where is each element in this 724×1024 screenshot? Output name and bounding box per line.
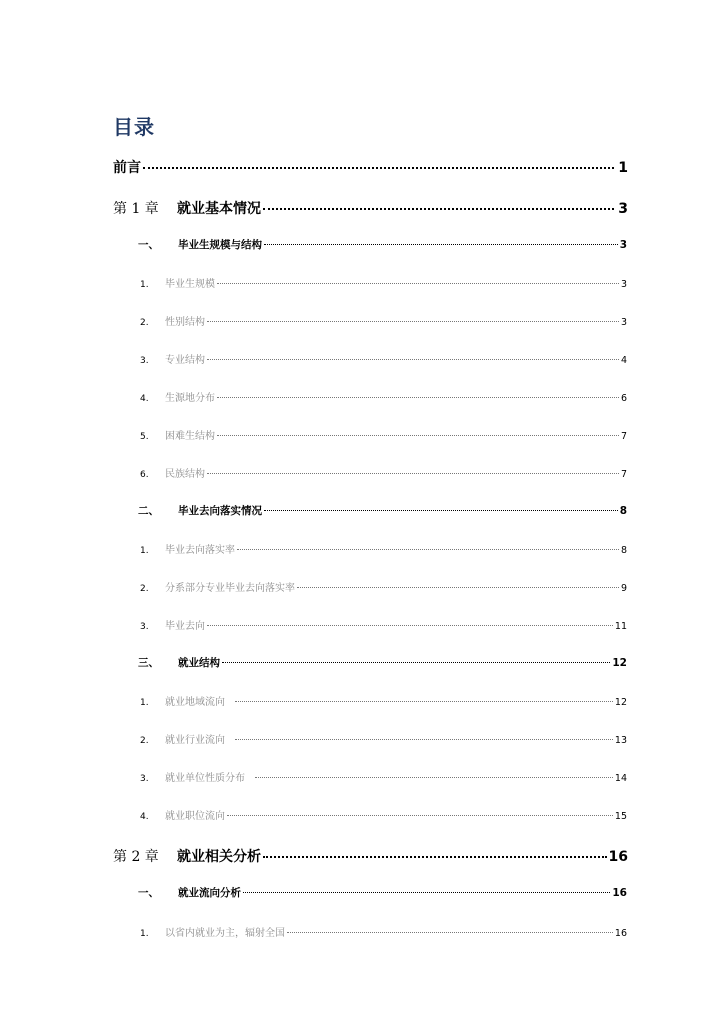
toc-entry-section[interactable]	[0, 655, 724, 670]
toc-entry-number: 1.	[140, 546, 149, 556]
toc-entry-label: 毕业去向落实情况	[178, 505, 262, 517]
toc-page-number: 8	[619, 505, 627, 517]
toc-page-number: 3	[619, 239, 627, 251]
toc-entry-number: 一、	[138, 887, 159, 899]
toc-page-number: 8	[620, 545, 627, 556]
toc-page-number: 1	[618, 160, 628, 176]
toc-page-number: 7	[620, 469, 627, 480]
toc-entry-label: 毕业去向	[165, 621, 205, 632]
toc-leader	[263, 856, 607, 858]
toc-page-number: 11	[614, 621, 627, 632]
toc-entry-number: 二、	[138, 505, 159, 517]
toc-leader	[243, 892, 610, 893]
toc-entry-number: 1.	[140, 698, 149, 708]
toc-entry-label: 困难生结构	[165, 431, 215, 442]
toc-entry-number: 1.	[140, 280, 149, 290]
toc-leader	[143, 167, 614, 169]
toc-entry-preface[interactable]	[0, 157, 724, 177]
toc-entry-subsection[interactable]	[0, 731, 724, 746]
toc-entry-label: 就业流向分析	[178, 887, 241, 899]
toc-entry-number: 第 2 章	[113, 849, 159, 865]
toc-entry-subsection[interactable]	[0, 351, 724, 366]
toc-entry-number: 4.	[140, 394, 149, 404]
toc-page-number: 4	[620, 355, 627, 366]
toc-entry-number: 3.	[140, 356, 149, 366]
toc-leader	[235, 701, 613, 702]
toc-entry-number: 2.	[140, 584, 149, 594]
toc-entry-subsection[interactable]	[0, 465, 724, 480]
toc-entry-subsection[interactable]	[0, 427, 724, 442]
toc-entry-subsection[interactable]	[0, 807, 724, 822]
toc-entry-section[interactable]	[0, 503, 724, 518]
toc-leader	[207, 625, 613, 626]
toc-entry-label: 毕业去向落实率	[165, 545, 235, 556]
toc-leader	[207, 473, 619, 474]
page-title: 目录	[113, 115, 155, 139]
toc-leader	[222, 662, 610, 663]
toc-page-number: 3	[620, 279, 627, 290]
toc-entry-label: 性别结构	[165, 317, 205, 328]
toc-page-number: 12	[612, 657, 627, 669]
toc-entry-label: 就业行业流向	[165, 735, 225, 746]
toc-page-number: 15	[614, 811, 627, 822]
toc-entry-chapter-1[interactable]	[0, 198, 724, 218]
toc-entry-label: 就业地域流向	[165, 697, 225, 708]
toc-entry-subsection[interactable]	[0, 579, 724, 594]
toc-entry-label: 前言	[113, 160, 141, 176]
toc-entry-label: 分系部分专业毕业去向落实率	[165, 583, 295, 594]
toc-entry-subsection[interactable]	[0, 769, 724, 784]
toc-page-number: 3	[618, 201, 628, 217]
toc-entry-label: 民族结构	[165, 469, 205, 480]
toc-page-number: 16	[612, 887, 627, 899]
toc-entry-section[interactable]	[0, 885, 724, 900]
toc-entry-label: 就业结构	[178, 657, 220, 669]
toc-leader	[264, 510, 618, 511]
toc-entry-subsection[interactable]	[0, 313, 724, 328]
toc-leader	[263, 208, 614, 210]
toc-leader	[207, 321, 619, 322]
toc-leader	[255, 777, 613, 778]
toc-entry-label: 专业结构	[165, 355, 205, 366]
toc-page-number: 14	[614, 773, 627, 784]
toc-page-number: 16	[608, 849, 628, 865]
toc-page-number: 6	[620, 393, 627, 404]
toc-entry-label: 毕业生规模	[165, 279, 215, 290]
toc-entry-number: 2.	[140, 736, 149, 746]
toc-entry-number: 3.	[140, 622, 149, 632]
toc-entry-label: 就业基本情况	[177, 201, 261, 217]
toc-entry-number: 3.	[140, 774, 149, 784]
toc-entry-number: 2.	[140, 318, 149, 328]
toc-leader	[217, 283, 619, 284]
toc-entry-number: 第 1 章	[113, 201, 159, 217]
toc-leader	[237, 549, 619, 550]
toc-page-number: 3	[620, 317, 627, 328]
toc-entry-section[interactable]	[0, 237, 724, 252]
toc-entry-subsection[interactable]	[0, 275, 724, 290]
toc-entry-number: 三、	[138, 657, 159, 669]
toc-entry-label: 以省内就业为主，辐射全国	[165, 928, 285, 939]
toc-entry-label: 就业职位流向	[165, 811, 225, 822]
toc-entry-number: 6.	[140, 470, 149, 480]
toc-entry-chapter-2[interactable]	[0, 846, 724, 866]
toc-entry-number: 1.	[140, 929, 149, 939]
toc-leader	[297, 587, 619, 588]
toc-leader	[287, 932, 613, 933]
toc-page-number: 13	[614, 735, 627, 746]
toc-entry-number: 4.	[140, 812, 149, 822]
toc-leader	[227, 815, 613, 816]
toc-entry-subsection[interactable]	[0, 924, 724, 939]
toc-leader	[264, 244, 618, 245]
toc-leader	[217, 435, 619, 436]
toc-page-number: 7	[620, 431, 627, 442]
toc-page-number: 12	[614, 697, 627, 708]
toc-entry-subsection[interactable]	[0, 389, 724, 404]
toc-entry-subsection[interactable]	[0, 541, 724, 556]
toc-entry-number: 一、	[138, 239, 159, 251]
toc-entry-label: 就业相关分析	[177, 849, 261, 865]
toc-entry-label: 毕业生规模与结构	[178, 239, 262, 251]
toc-entry-number: 5.	[140, 432, 149, 442]
toc-entry-label: 生源地分布	[165, 393, 215, 404]
toc-page-number: 16	[614, 928, 627, 939]
toc-leader	[207, 359, 619, 360]
toc-leader	[217, 397, 619, 398]
toc-leader	[235, 739, 613, 740]
toc-entry-label: 就业单位性质分布	[165, 773, 245, 784]
toc-entry-subsection[interactable]	[0, 617, 724, 632]
toc-entry-subsection[interactable]	[0, 693, 724, 708]
toc-page-number: 9	[620, 583, 627, 594]
